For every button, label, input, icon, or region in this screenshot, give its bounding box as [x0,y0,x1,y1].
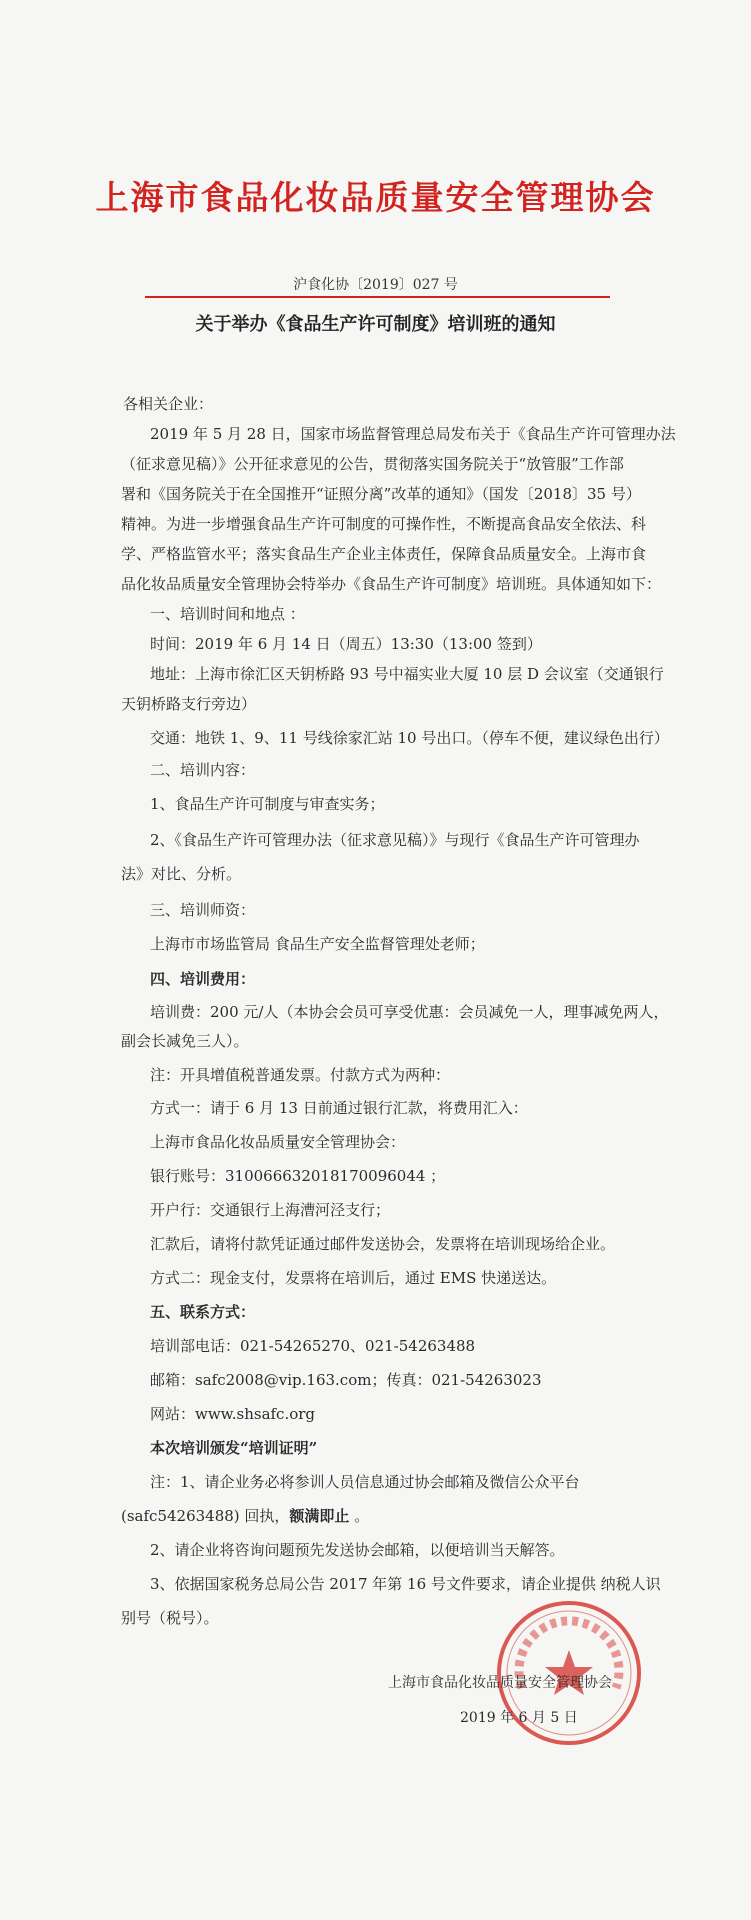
training-traffic: 交通：地铁 1、9、11 号线徐家汇站 10 号出口。（停车不便，建议绿色出行） [150,729,669,747]
certificate-heading: 本次培训颁发“培训证明” [150,1439,318,1457]
intro-line-4: 精神。为进一步增强食品生产许可制度的可操作性，不断提高食品安全依法、科 [121,515,647,533]
training-address-line-2: 天钥桥路支行旁边） [121,695,257,713]
note-1-line-1: 注：1、请企业务必将参训人员信息通过协会邮箱及微信公众平台 [150,1473,580,1491]
document-number: 沪食化协〔2019〕027 号 [293,277,458,293]
signature-organization: 上海市食品化妆品质量安全管理协会 [388,1675,612,1691]
contact-website: 网站：www.shsafc.org [150,1405,316,1423]
intro-line-3: 署和《国务院关于在全国推开“证照分离”改革的通知》（国发〔2018〕35 号） [121,485,641,503]
bank-account: 银行账号：310066632018170096044 ； [150,1167,446,1185]
intro-line-1: 2019 年 5 月 28 日，国家市场监督管理总局发布关于《食品生产许可管理办法 [150,425,676,443]
contact-phone: 培训部电话：021-54265270、021-54263488 [150,1337,476,1355]
note-1-line-2 [121,1506,369,1526]
note-3-line-2: 别号（税号）。 [121,1609,219,1627]
training-time: 时间：2019 年 6 月 14 日（周五）13:30（13:00 签到） [150,635,542,653]
organization-letterhead: 上海市食品化妆品质量安全管理协会 [95,178,656,217]
red-divider-line [145,296,610,298]
note-1-period: 。 [349,1507,370,1525]
training-address-line-1: 地址：上海市徐汇区天钥桥路 93 号中福实业大厦 10 层 D 会议室（交通银行 [150,665,664,683]
training-fee-line-2: 副会长减免三人）。 [121,1032,249,1050]
section-4-heading: 四、培训费用： [150,970,256,988]
intro-line-2: （征求意见稿）》公开征求意见的公告，贯彻落实国务院关于“放管服”工作部 [121,455,624,473]
contact-email: 邮箱：safc2008@vip.163.com；传真：021-54263023 [150,1371,542,1389]
payment-method-1: 方式一：请于 6 月 13 日前通过银行汇款，将费用汇入： [150,1099,528,1117]
section-5-heading: 五、联系方式： [150,1303,256,1321]
after-remittance-note: 汇款后，请将付款凭证通过邮件发送协会，发票将在培训现场给企业。 [150,1235,616,1253]
training-fee-line-1: 培训费：200 元/人（本协会会员可享受优惠：会员减免一人，理事减免两人， [150,1003,669,1021]
content-item-2-line-2: 法》对比、分析。 [121,865,242,883]
section-2-heading: 二、培训内容： [150,761,256,779]
payment-method-2: 方式二：现金支付，发票将在培训后，通过 EMS 快递送达。 [150,1269,557,1287]
note-1-quota-full: 额满即止 [289,1507,350,1525]
intro-line-6: 品化妆品质量安全管理协会特举办《食品生产许可制度》培训班。具体通知如下： [121,575,662,593]
note-1-receipt: (safc54263488) 回执， [121,1507,290,1525]
salutation: 各相关企业： [123,395,214,413]
section-3-heading: 三、培训师资： [150,901,256,919]
note-2: 2、请企业将咨询问题预先发送协会邮箱，以便培训当天解答。 [150,1541,565,1559]
invoice-note: 注：开具增值税普通发票。付款方式为两种： [150,1066,451,1084]
intro-line-5: 学、严格监管水平；落实食品生产企业主体责任，保障食品质量安全。上海市食 [121,545,647,563]
section-1-heading: 一、培训时间和地点 ： [150,605,305,623]
bank-branch: 开户行：交通银行上海漕河泾支行； [150,1201,391,1219]
content-item-2-line-1: 2、《食品生产许可管理办法（征求意见稿）》与现行《食品生产许可管理办 [150,831,640,849]
payee-name: 上海市食品化妆品质量安全管理协会： [150,1133,406,1151]
teacher-info: 上海市市场监管局 食品生产安全监督管理处老师； [150,935,485,953]
note-3-line-1: 3、依据国家税务总局公告 2017 年第 16 号文件要求，请企业提供 纳税人识 [150,1575,661,1593]
content-item-1: 1、食品生产许可制度与审查实务； [150,795,385,813]
signature-date: 2019 年 6 月 5 日 [460,1710,578,1726]
notice-title: 关于举办《食品生产许可制度》培训班的通知 [195,314,556,335]
